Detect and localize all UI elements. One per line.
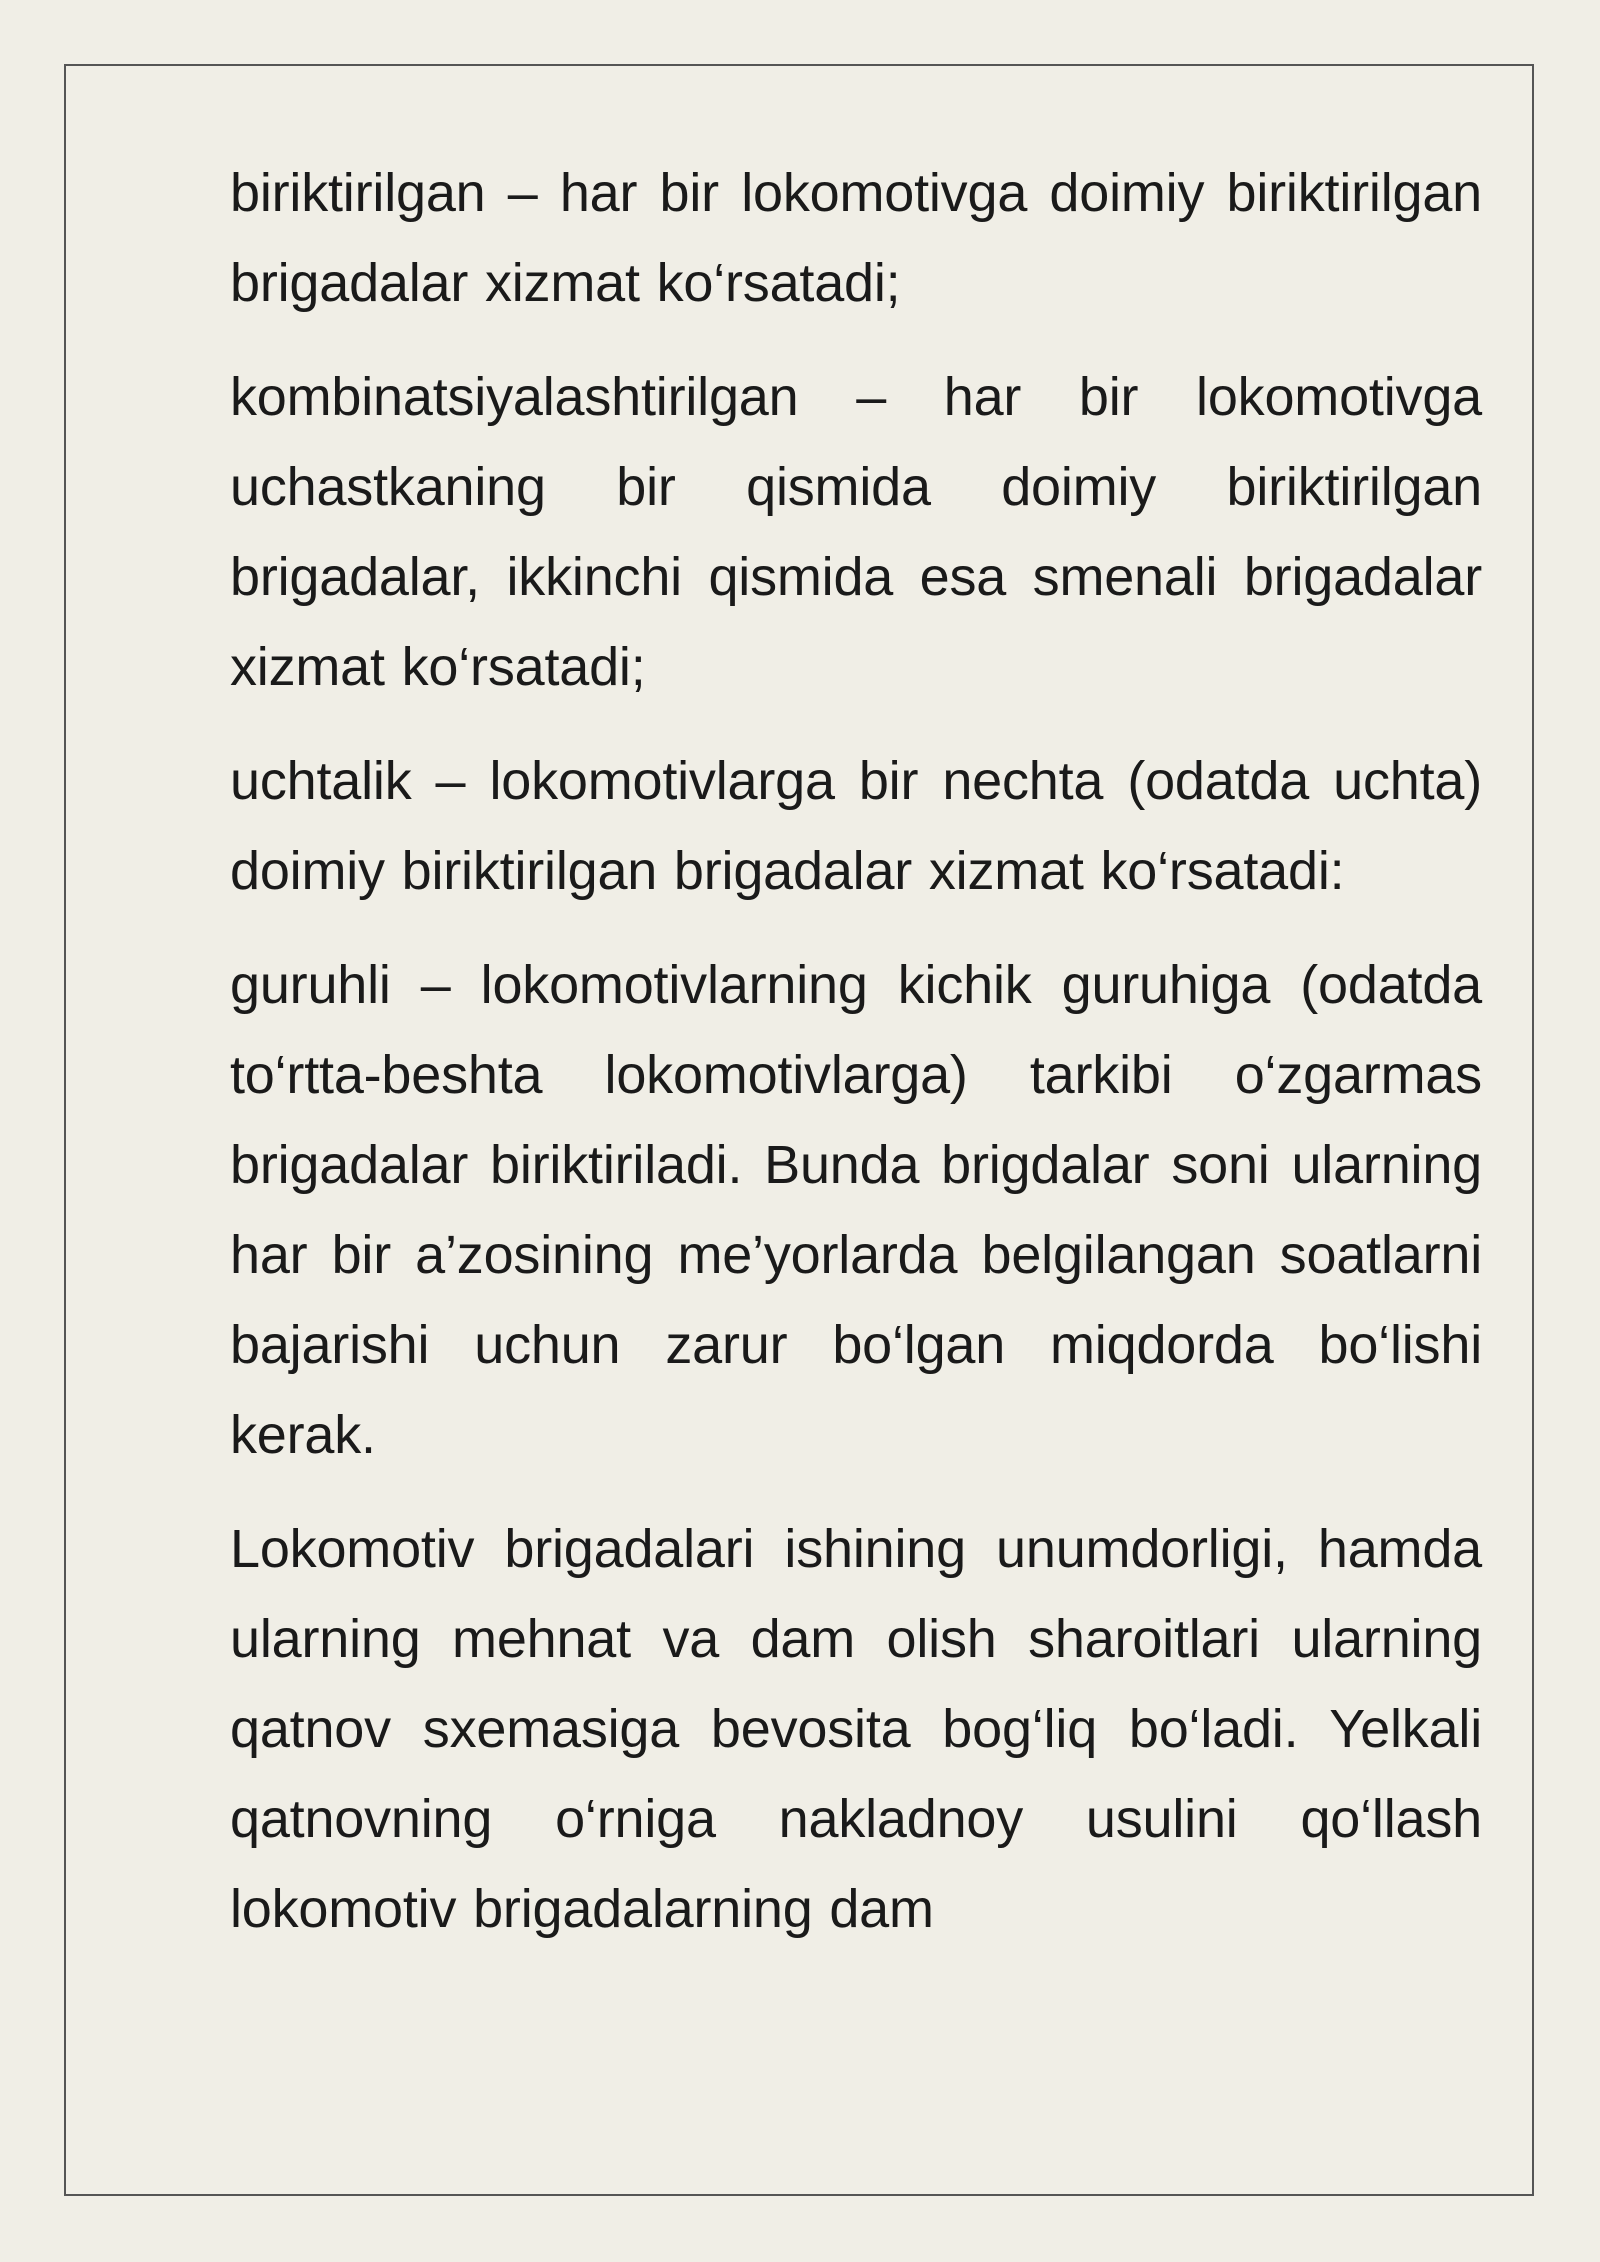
paragraph-uchtalik: uchtalik – lokomotivlarga bir nechta (odatda uchta) doimiy biriktirilgan brigadalar xizmat ko‘rsatadi: (230, 751, 1482, 901)
paragraph-kombinatsiyalashtirilgan: kombinatsiyalashtirilgan – har bir lokomotivga uchastkaning bir qismida doimiy biriktirilgan brigadalar, ikkinchi qismida esa smenali brigadalar xizmat ko‘rsatadi; (230, 367, 1482, 697)
document-body (230, 148, 1482, 1978)
paragraph-biriktirilgan: biriktirilgan – har bir lokomotivga doimiy biriktirilgan brigadalar xizmat ko‘rsatadi; (230, 163, 1482, 313)
paragraph-lokomotiv-brigadalari: Lokomotiv brigadalari ishining unumdorligi, hamda ularning mehnat va dam olish sharoitlari ularning qatnov sxemasiga bevosita bog‘liq bo‘ladi. Yelkali qatnovning o‘rniga nakladnoy usulini qo‘llash lokomotiv brigadalarning dam (230, 1519, 1482, 1939)
paragraph-guruhli: guruhli – lokomotivlarning kichik guruhiga (odatda to‘rtta-beshta lokomotivlarga) tarkibi o‘zgarmas brigadalar biriktiriladi. Bunda brigdalar soni ularning har bir a’zosining me’yorlarda belgilangan soatlarni bajarishi uchun zarur bo‘lgan miqdorda bo‘lishi kerak. (230, 955, 1482, 1465)
